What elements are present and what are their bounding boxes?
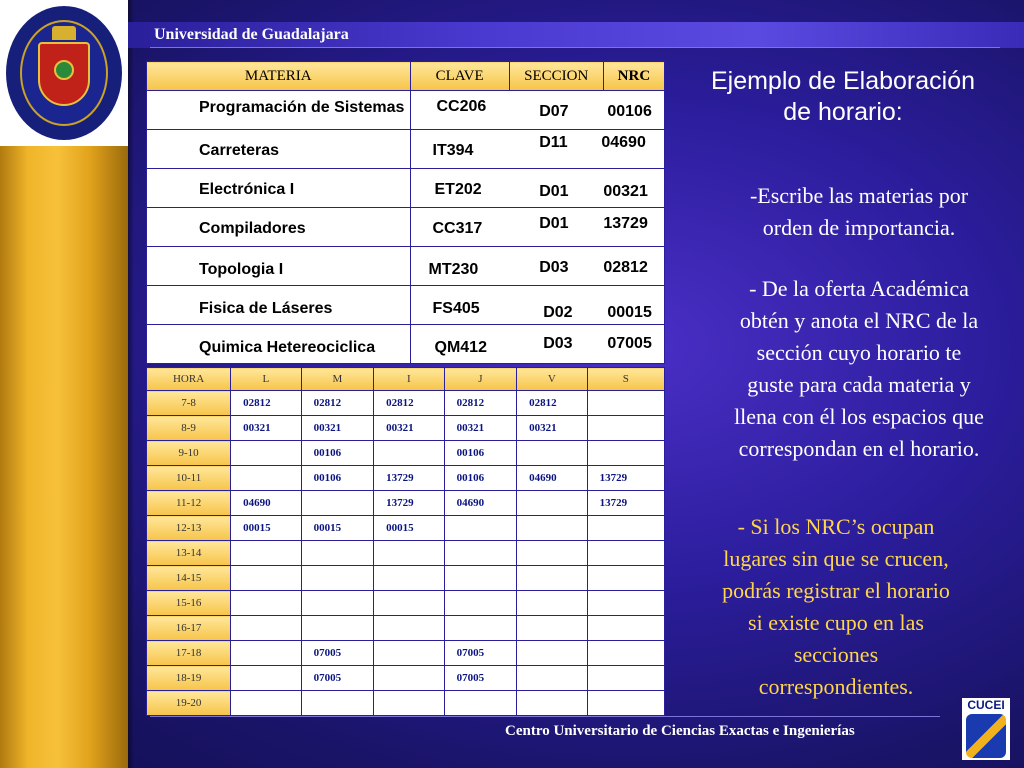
university-title: Universidad de Guadalajara [154,26,349,43]
clave-value: CC206 [436,98,487,115]
logo-emblem-icon [54,60,74,80]
seccion-value: D01 [539,183,569,200]
horario-cell-martes [301,566,373,591]
seccion-cell [509,91,603,130]
cucei-logo [962,698,1010,760]
horario-cell-viernes [517,616,588,641]
nrc-value: 13729 [603,215,648,232]
cucei-emblem-icon [966,714,1006,758]
clave-cell [410,286,509,325]
horario-cell-jueves [444,691,516,716]
horario-row [147,591,665,616]
instruction-1 [700,180,1018,244]
materia-name: Topologia I [199,261,284,278]
header-clave: CLAVE [410,62,509,91]
horario-cell-jueves: 00106 [444,466,516,491]
horario-cell-miercoles [374,641,445,666]
horario-cell-martes: 00321 [301,416,373,441]
horario-cell-jueves: 02812 [444,391,516,416]
horario-cell-martes: 02812 [301,391,373,416]
horario-cell-miercoles: 00321 [374,416,445,441]
horario-cell-miercoles: 13729 [374,491,445,516]
clave-value: IT394 [432,142,474,159]
horario-cell-sabado [587,591,664,616]
nrc-value: 00106 [607,103,652,120]
nrc-cell [603,325,664,364]
horario-cell-lunes [231,691,302,716]
nrc-value: 02812 [603,259,648,276]
horario-cell-lunes [231,641,302,666]
instruction-line: lugares sin que se crucen, [723,546,949,571]
materia-cell [147,169,411,208]
materia-cell [147,286,411,325]
nrc-cell [603,169,664,208]
hora-cell: 10-11 [147,466,231,491]
horario-cell-sabado: 13729 [587,491,664,516]
slide-title-line: Ejemplo de Elaboración [710,67,976,95]
materia-row [147,286,665,325]
materias-table [146,61,665,364]
horario-cell-viernes [517,441,588,466]
horario-cell-sabado [587,666,664,691]
seccion-cell [509,130,603,169]
horario-cell-miercoles: 13729 [374,466,445,491]
horario-cell-miercoles: 02812 [374,391,445,416]
seccion-cell [509,286,603,325]
hora-cell: 9-10 [147,441,231,466]
horario-cell-martes [301,616,373,641]
horario-cell-viernes [517,591,588,616]
hora-cell: 15-16 [147,591,231,616]
horario-row [147,441,665,466]
horario-row [147,616,665,641]
seccion-cell [509,208,603,247]
horario-cell-miercoles [374,666,445,691]
materia-cell [147,208,411,247]
horario-cell-sabado [587,616,664,641]
horario-cell-lunes: 00015 [231,516,302,541]
instruction-line: correspondan en el horario. [738,436,980,461]
nrc-cell [603,247,664,286]
nrc-cell [603,286,664,325]
nrc-cell [603,208,664,247]
horario-cell-viernes [517,541,588,566]
slide-title-line: de horario: [783,98,903,126]
hora-cell: 17-18 [147,641,231,666]
horario-cell-jueves [444,541,516,566]
materias-header-row [147,62,665,91]
header-jueves: J [444,368,516,391]
horario-header-row [147,368,665,391]
horario-cell-jueves [444,591,516,616]
hora-cell: 11-12 [147,491,231,516]
horario-cell-sabado [587,416,664,441]
horario-row [147,391,665,416]
header-hora: HORA [147,368,231,391]
instruction-line: correspondientes. [758,674,914,699]
hora-cell: 7-8 [147,391,231,416]
footer-text: Centro Universitario de Ciencias Exactas e Ingenierías [505,723,855,739]
materia-row [147,325,665,364]
horario-cell-lunes [231,466,302,491]
horario-cell-jueves: 07005 [444,641,516,666]
horario-cell-sabado [587,391,664,416]
horario-cell-sabado [587,516,664,541]
horario-cell-jueves: 00106 [444,441,516,466]
clave-value: FS405 [432,300,480,317]
materia-name: Electrónica I [199,181,295,198]
hora-cell: 18-19 [147,666,231,691]
footer-divider [150,716,940,717]
clave-cell [410,130,509,169]
clave-cell [410,169,509,208]
horario-row [147,466,665,491]
horario-cell-martes: 00015 [301,516,373,541]
materia-name: Compiladores [199,220,306,237]
header-sabado: S [587,368,664,391]
horario-cell-viernes: 00321 [517,416,588,441]
horario-cell-lunes: 00321 [231,416,302,441]
materia-row [147,130,665,169]
materia-cell [147,91,411,130]
horario-table [146,367,665,716]
header-divider [150,47,1000,48]
nrc-value: 07005 [607,335,652,352]
horario-cell-jueves [444,516,516,541]
materia-row [147,247,665,286]
nrc-cell [603,91,664,130]
horario-cell-lunes [231,541,302,566]
horario-cell-miercoles [374,566,445,591]
header-martes: M [301,368,373,391]
header-materia: MATERIA [147,62,411,91]
seccion-value: D03 [543,335,573,352]
materia-row [147,91,665,130]
materia-name: Quimica Hetereociclica [199,339,376,356]
materia-cell [147,130,411,169]
header-viernes: V [517,368,588,391]
horario-cell-jueves [444,616,516,641]
nrc-value: 04690 [601,134,646,151]
instruction-line: -Escribe las materias por [749,183,969,208]
materia-cell [147,247,411,286]
clave-cell [410,325,509,364]
horario-cell-viernes: 04690 [517,466,588,491]
horario-row [147,691,665,716]
instruction-line: - De la oferta Académica [749,276,969,301]
horario-cell-lunes [231,591,302,616]
horario-cell-lunes [231,666,302,691]
horario-cell-martes [301,491,373,516]
horario-row [147,641,665,666]
horario-cell-martes [301,691,373,716]
header-nrc: NRC [603,62,664,91]
horario-cell-lunes [231,566,302,591]
materia-name: Fisica de Láseres [199,300,333,317]
materia-name: Programación de Sistemas [199,99,405,116]
clave-value: CC317 [432,220,483,237]
horario-cell-viernes [517,566,588,591]
horario-cell-viernes [517,516,588,541]
horario-cell-miercoles [374,691,445,716]
materia-cell [147,325,411,364]
materia-row [147,208,665,247]
seccion-value: D11 [539,134,568,151]
horario-cell-viernes: 02812 [517,391,588,416]
logo-crown-icon [52,26,76,40]
instruction-line: orden de importancia. [762,215,956,240]
instruction-line: guste para cada materia y [747,372,971,397]
header-miercoles: I [374,368,445,391]
materia-row [147,169,665,208]
cucei-logo-text: CUCEI [967,698,1005,712]
horario-cell-sabado [587,441,664,466]
horario-cell-miercoles [374,616,445,641]
seccion-cell [509,247,603,286]
horario-cell-sabado [587,566,664,591]
horario-row [147,416,665,441]
seccion-value: D02 [543,304,573,321]
horario-cell-lunes: 04690 [231,491,302,516]
instruction-line: podrás registrar el horario [722,578,950,603]
horario-row [147,541,665,566]
header-lunes: L [231,368,302,391]
horario-row [147,566,665,591]
horario-cell-jueves: 04690 [444,491,516,516]
horario-cell-viernes [517,641,588,666]
horario-cell-martes: 00106 [301,441,373,466]
clave-value: ET202 [434,181,482,198]
seccion-value: D01 [539,215,569,232]
horario-cell-viernes [517,491,588,516]
logo-shield-icon [38,42,90,106]
horario-cell-miercoles [374,591,445,616]
hora-cell: 16-17 [147,616,231,641]
hora-cell: 12-13 [147,516,231,541]
hora-cell: 13-14 [147,541,231,566]
university-logo [0,0,128,146]
instruction-3-highlight [680,511,992,703]
horario-cell-viernes [517,691,588,716]
clave-cell [410,208,509,247]
instruction-line: obtén y anota el NRC de la [739,308,979,333]
seccion-cell [509,169,603,208]
horario-row [147,516,665,541]
horario-row [147,491,665,516]
seccion-cell [509,325,603,364]
horario-cell-sabado [587,641,664,666]
horario-cell-sabado [587,541,664,566]
clave-cell [410,247,509,286]
horario-cell-miercoles: 00015 [374,516,445,541]
clave-cell [410,91,509,130]
clave-value: MT230 [428,261,479,278]
materia-name: Carreteras [199,142,280,159]
header-seccion: SECCION [509,62,603,91]
horario-cell-lunes [231,441,302,466]
instruction-line: sección cuyo horario te [756,340,962,365]
horario-cell-jueves [444,566,516,591]
instruction-line: secciones [793,642,879,667]
nrc-value: 00321 [603,183,648,200]
horario-cell-sabado [587,691,664,716]
hora-cell: 14-15 [147,566,231,591]
seccion-value: D07 [539,103,569,120]
horario-cell-miercoles [374,541,445,566]
horario-cell-lunes [231,616,302,641]
horario-row [147,666,665,691]
horario-cell-miercoles [374,441,445,466]
slide-title [684,66,1002,128]
clave-value: QM412 [434,339,487,356]
horario-cell-martes [301,541,373,566]
horario-cell-sabado: 13729 [587,466,664,491]
hora-cell: 8-9 [147,416,231,441]
horario-cell-lunes: 02812 [231,391,302,416]
horario-cell-martes: 00106 [301,466,373,491]
nrc-value: 00015 [607,304,652,321]
horario-cell-martes [301,591,373,616]
stripe-shadow [128,0,134,768]
horario-cell-martes: 07005 [301,641,373,666]
instruction-2 [700,273,1018,465]
instruction-line: llena con él los espacios que [734,404,984,429]
instruction-line: - Si los NRC’s ocupan [737,514,935,539]
hora-cell: 19-20 [147,691,231,716]
horario-cell-martes: 07005 [301,666,373,691]
horario-cell-jueves: 07005 [444,666,516,691]
instruction-line: si existe cupo en las [748,610,924,635]
horario-cell-jueves: 00321 [444,416,516,441]
seccion-value: D03 [539,259,569,276]
nrc-cell [603,130,664,169]
horario-cell-viernes [517,666,588,691]
